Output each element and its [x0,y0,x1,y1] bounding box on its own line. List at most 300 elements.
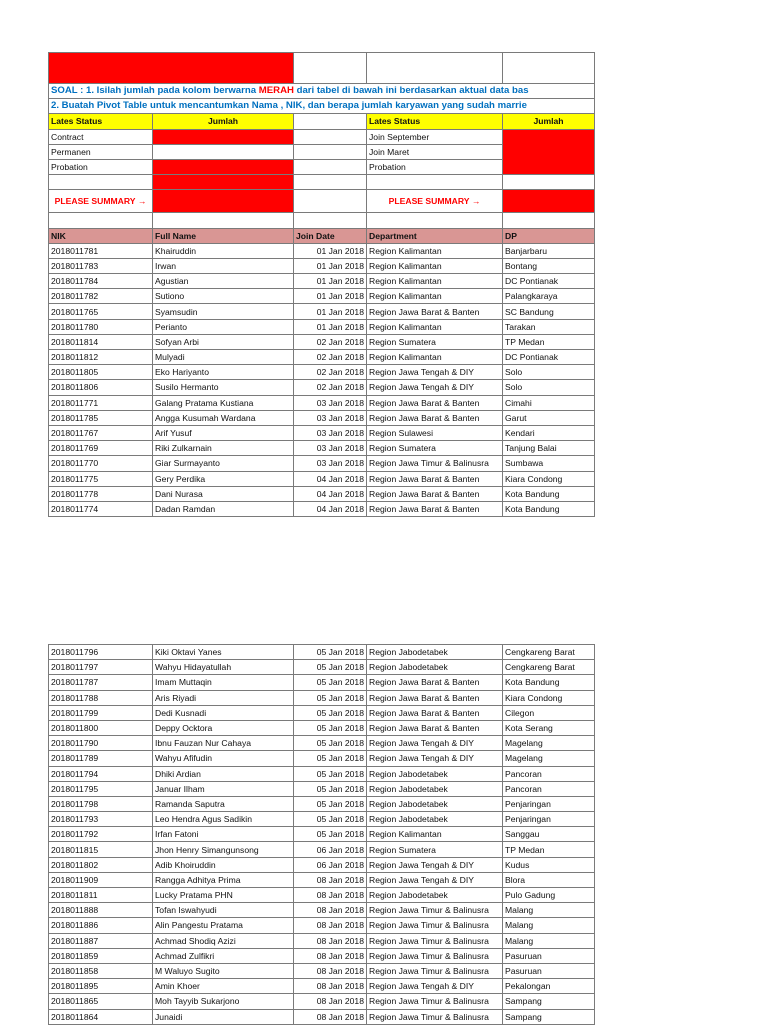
nik-cell[interactable]: 2018011785 [49,410,153,425]
full-name-cell[interactable]: Mulyadi [153,350,294,365]
full-name-cell[interactable]: Sofyan Arbi [153,334,294,349]
join-date-cell[interactable]: 05 Jan 2018 [294,812,367,827]
empty-cell[interactable] [49,175,153,190]
empty-cell[interactable] [503,213,595,228]
full-name-cell[interactable]: Wahyu Hidayatullah [153,660,294,675]
full-name-cell[interactable]: Sutiono [153,289,294,304]
department-cell[interactable]: Region Jabodetabek [367,888,503,903]
dp-cell[interactable]: Bontang [503,258,595,273]
join-date-cell[interactable]: 05 Jan 2018 [294,675,367,690]
department-cell[interactable]: Region Jawa Barat & Banten [367,705,503,720]
department-cell[interactable]: Region Jawa Barat & Banten [367,471,503,486]
join-date-cell[interactable]: 02 Jan 2018 [294,365,367,380]
dp-cell[interactable]: Tarakan [503,319,595,334]
nik-cell[interactable]: 2018011799 [49,705,153,720]
join-date-cell[interactable]: 08 Jan 2018 [294,1009,367,1024]
full-name-cell[interactable]: Eko Hariyanto [153,365,294,380]
join-date-cell[interactable]: 03 Jan 2018 [294,456,367,471]
nik-cell[interactable]: 2018011802 [49,857,153,872]
table-row[interactable] [49,243,595,258]
dp-cell[interactable]: Sumbawa [503,456,595,471]
right-status-header: Lates Status [367,114,503,129]
department-cell[interactable]: Region Jabodetabek [367,645,503,660]
nik-cell[interactable]: 2018011800 [49,720,153,735]
join-date-cell[interactable]: 05 Jan 2018 [294,766,367,781]
full-name-cell[interactable]: Achmad Zulfikri [153,948,294,963]
full-name-cell[interactable]: Achmad Shodiq Azizi [153,933,294,948]
table-row[interactable] [49,395,595,410]
dp-cell[interactable]: Malang [503,933,595,948]
nik-cell[interactable]: 2018011781 [49,243,153,258]
nik-cell[interactable]: 2018011788 [49,690,153,705]
join-date-cell[interactable]: 03 Jan 2018 [294,410,367,425]
table-row[interactable] [49,720,595,735]
empty-cell[interactable] [503,53,595,84]
department-cell[interactable]: Region Jawa Timur & Balinusra [367,948,503,963]
empty-cell[interactable] [367,175,503,190]
full-name-cell[interactable]: Wahyu Afifudin [153,751,294,766]
column-header-join-date[interactable]: Join Date [294,228,367,243]
empty-cell[interactable] [294,213,367,228]
full-name-cell[interactable]: Dedi Kusnadi [153,705,294,720]
dp-cell[interactable]: Tanjung Balai [503,441,595,456]
dp-cell[interactable]: Cengkareng Barat [503,645,595,660]
right-status-label: Join Maret [367,144,503,159]
full-name-cell[interactable]: Januar Ilham [153,781,294,796]
table-row[interactable] [49,948,595,963]
table-row[interactable] [49,736,595,751]
table-row[interactable] [49,350,595,365]
table-row[interactable] [49,903,595,918]
full-name-cell[interactable]: Dhiki Ardian [153,766,294,781]
table-row[interactable] [49,456,595,471]
left-jumlah-header: Jumlah [153,114,294,129]
department-cell[interactable]: Region Jawa Tengah & DIY [367,872,503,887]
department-cell[interactable]: Region Sulawesi [367,425,503,440]
nik-cell[interactable]: 2018011770 [49,456,153,471]
table-row[interactable] [49,645,595,660]
join-date-cell[interactable]: 01 Jan 2018 [294,289,367,304]
nik-cell[interactable]: 2018011784 [49,274,153,289]
table-row[interactable] [49,690,595,705]
nik-cell[interactable]: 2018011811 [49,888,153,903]
table-row[interactable] [49,857,595,872]
join-date-cell[interactable]: 03 Jan 2018 [294,395,367,410]
nik-cell[interactable]: 2018011909 [49,872,153,887]
full-name-cell[interactable]: Kiki Oktavi Yanes [153,645,294,660]
nik-cell[interactable]: 2018011783 [49,258,153,273]
nik-cell[interactable]: 2018011771 [49,395,153,410]
dp-cell[interactable]: Solo [503,365,595,380]
department-cell[interactable]: Region Sumatera [367,842,503,857]
join-date-cell[interactable]: 05 Jan 2018 [294,705,367,720]
table-row[interactable] [49,380,595,395]
empty-cell[interactable] [294,175,367,190]
department-cell[interactable]: Region Jawa Barat & Banten [367,720,503,735]
dp-cell[interactable]: Kiara Condong [503,471,595,486]
dp-cell[interactable]: Kota Bandung [503,501,595,516]
nik-cell[interactable]: 2018011792 [49,827,153,842]
join-date-cell[interactable]: 03 Jan 2018 [294,441,367,456]
join-date-cell[interactable]: 01 Jan 2018 [294,258,367,273]
department-cell[interactable]: Region Jabodetabek [367,766,503,781]
full-name-cell[interactable]: Susilo Hermanto [153,380,294,395]
full-name-cell[interactable]: Dadan Ramdan [153,501,294,516]
department-cell[interactable]: Region Jawa Barat & Banten [367,395,503,410]
department-cell[interactable]: Region Jawa Timur & Balinusra [367,918,503,933]
department-cell[interactable]: Region Kalimantan [367,827,503,842]
nik-cell[interactable]: 2018011775 [49,471,153,486]
join-date-cell[interactable]: 04 Jan 2018 [294,501,367,516]
empty-cell[interactable] [294,144,367,159]
right-summary-total[interactable] [503,190,595,213]
department-cell[interactable]: Region Jawa Timur & Balinusra [367,933,503,948]
empty-cell[interactable] [367,213,503,228]
left-status-label: Contract [49,129,153,144]
left-jumlah-input-extra[interactable] [153,175,294,190]
dp-cell[interactable]: Pekalongan [503,979,595,994]
department-cell[interactable]: Region Sumatera [367,441,503,456]
left-jumlah-input-permanen[interactable] [153,144,294,159]
nik-cell[interactable]: 2018011805 [49,365,153,380]
nik-cell[interactable]: 2018011895 [49,979,153,994]
department-cell[interactable]: Region Jawa Timur & Balinusra [367,456,503,471]
nik-cell[interactable]: 2018011888 [49,903,153,918]
full-name-cell[interactable]: Lucky Pratama PHN [153,888,294,903]
dp-cell[interactable]: Malang [503,903,595,918]
column-header-full-name[interactable]: Full Name [153,228,294,243]
department-cell[interactable]: Region Kalimantan [367,319,503,334]
join-date-cell[interactable]: 08 Jan 2018 [294,979,367,994]
right-jumlah-input[interactable] [503,129,595,175]
full-name-cell[interactable]: Adib Khoiruddin [153,857,294,872]
dp-cell[interactable]: Sampang [503,1009,595,1024]
full-name-cell[interactable]: Moh Tayyib Sukarjono [153,994,294,1009]
dp-cell[interactable]: Sampang [503,994,595,1009]
full-name-cell[interactable]: Aris Riyadi [153,690,294,705]
department-cell[interactable]: Region Jabodetabek [367,796,503,811]
join-date-cell[interactable]: 06 Jan 2018 [294,857,367,872]
table-row[interactable] [49,501,595,516]
table-row[interactable] [49,425,595,440]
table-row[interactable] [49,365,595,380]
table-row[interactable] [49,933,595,948]
nik-cell[interactable]: 2018011797 [49,660,153,675]
full-name-cell[interactable]: Irfan Fatoni [153,827,294,842]
full-name-cell[interactable]: Arif Yusuf [153,425,294,440]
table-row[interactable] [49,1009,595,1024]
dp-cell[interactable]: Malang [503,918,595,933]
join-date-cell[interactable]: 08 Jan 2018 [294,963,367,978]
left-jumlah-input-contract[interactable] [153,129,294,144]
nik-cell[interactable]: 2018011806 [49,380,153,395]
left-jumlah-input-probation[interactable] [153,159,294,174]
nik-cell[interactable]: 2018011796 [49,645,153,660]
dp-cell[interactable]: Banjarbaru [503,243,595,258]
left-status-label: Probation [49,159,153,174]
join-date-cell[interactable]: 05 Jan 2018 [294,796,367,811]
full-name-cell[interactable]: Agustian [153,274,294,289]
join-date-cell[interactable]: 02 Jan 2018 [294,334,367,349]
full-name-cell[interactable]: Jhon Henry Simangunsong [153,842,294,857]
join-date-cell[interactable]: 05 Jan 2018 [294,720,367,735]
dp-cell[interactable]: Kota Serang [503,720,595,735]
nik-cell[interactable]: 2018011774 [49,501,153,516]
join-date-cell[interactable]: 05 Jan 2018 [294,645,367,660]
nik-cell[interactable]: 2018011814 [49,334,153,349]
dp-cell[interactable]: Kudus [503,857,595,872]
full-name-cell[interactable]: Gery Perdika [153,471,294,486]
employee-table-2-body [49,645,595,1025]
dp-cell[interactable]: Magelang [503,736,595,751]
department-cell[interactable]: Region Jabodetabek [367,660,503,675]
empty-cell[interactable] [294,53,367,84]
join-date-cell[interactable]: 08 Jan 2018 [294,933,367,948]
table-row[interactable] [49,979,595,994]
column-header-dp[interactable]: DP [503,228,595,243]
empty-cell[interactable] [153,213,294,228]
department-cell[interactable]: Region Kalimantan [367,274,503,289]
nik-cell[interactable]: 2018011793 [49,812,153,827]
full-name-cell[interactable]: Perianto [153,319,294,334]
dp-cell[interactable]: Pulo Gadung [503,888,595,903]
join-date-cell[interactable]: 01 Jan 2018 [294,304,367,319]
full-name-cell[interactable]: Angga Kusumah Wardana [153,410,294,425]
table-row[interactable] [49,334,595,349]
table-row[interactable] [49,410,595,425]
table-row[interactable] [49,289,595,304]
table-row[interactable] [49,766,595,781]
dp-cell[interactable]: TP Medan [503,842,595,857]
dp-cell[interactable]: Kiara Condong [503,690,595,705]
table-row[interactable] [49,675,595,690]
table-row[interactable] [49,486,595,501]
dp-cell[interactable]: Cengkareng Barat [503,660,595,675]
empty-cell[interactable] [367,53,503,84]
table-row[interactable] [49,471,595,486]
table-row[interactable] [49,441,595,456]
join-date-cell[interactable]: 01 Jan 2018 [294,274,367,289]
nik-cell[interactable]: 2018011858 [49,963,153,978]
join-date-cell[interactable]: 01 Jan 2018 [294,243,367,258]
dp-cell[interactable]: Cimahi [503,395,595,410]
table-row[interactable] [49,963,595,978]
department-cell[interactable]: Region Jawa Barat & Banten [367,486,503,501]
nik-cell[interactable]: 2018011812 [49,350,153,365]
department-cell[interactable]: Region Jawa Barat & Banten [367,410,503,425]
nik-cell[interactable]: 2018011865 [49,994,153,1009]
right-jumlah-header: Jumlah [503,114,595,129]
full-name-cell[interactable]: Tofan Iswahyudi [153,903,294,918]
nik-cell[interactable]: 2018011787 [49,675,153,690]
nik-cell[interactable]: 2018011790 [49,736,153,751]
join-date-cell[interactable]: 05 Jan 2018 [294,827,367,842]
department-cell[interactable]: Region Jawa Tengah & DIY [367,979,503,994]
full-name-cell[interactable]: Ramanda Saputra [153,796,294,811]
department-cell[interactable]: Region Kalimantan [367,258,503,273]
dp-cell[interactable]: Kota Bandung [503,486,595,501]
nik-cell[interactable]: 2018011778 [49,486,153,501]
full-name-cell[interactable]: Imam Muttaqin [153,675,294,690]
empty-cell[interactable] [294,114,367,129]
join-date-cell[interactable]: 04 Jan 2018 [294,471,367,486]
department-cell[interactable]: Region Jabodetabek [367,812,503,827]
full-name-cell[interactable]: Riki Zulkarnain [153,441,294,456]
dp-cell[interactable]: SC Bandung [503,304,595,319]
dp-cell[interactable]: DC Pontianak [503,274,595,289]
full-name-cell[interactable]: Alin Pangestu Pratama [153,918,294,933]
nik-cell[interactable]: 2018011887 [49,933,153,948]
column-header-nik[interactable]: NIK [49,228,153,243]
dp-cell[interactable]: Blora [503,872,595,887]
full-name-cell[interactable]: Junaidi [153,1009,294,1024]
nik-cell[interactable]: 2018011886 [49,918,153,933]
dp-cell[interactable]: Penjaringan [503,812,595,827]
employee-table-1-body [49,243,595,516]
table-row[interactable] [49,781,595,796]
join-date-cell[interactable]: 08 Jan 2018 [294,903,367,918]
dp-cell[interactable]: TP Medan [503,334,595,349]
join-date-cell[interactable]: 08 Jan 2018 [294,994,367,1009]
department-cell[interactable]: Region Jawa Barat & Banten [367,675,503,690]
dp-cell[interactable]: Pasuruan [503,948,595,963]
table-row[interactable] [49,872,595,887]
join-date-cell[interactable]: 08 Jan 2018 [294,918,367,933]
department-cell[interactable]: Region Kalimantan [367,243,503,258]
full-name-cell[interactable]: Galang Pratama Kustiana [153,395,294,410]
department-cell[interactable]: Region Jawa Timur & Balinusra [367,994,503,1009]
nik-cell[interactable]: 2018011765 [49,304,153,319]
table-row[interactable] [49,918,595,933]
left-summary-total[interactable] [153,190,294,213]
full-name-cell[interactable]: Syamsudin [153,304,294,319]
department-cell[interactable]: Region Jawa Tengah & DIY [367,365,503,380]
table-row[interactable] [49,796,595,811]
dp-cell[interactable]: Penjaringan [503,796,595,811]
join-date-cell[interactable]: 01 Jan 2018 [294,319,367,334]
nik-cell[interactable]: 2018011795 [49,781,153,796]
nik-cell[interactable]: 2018011780 [49,319,153,334]
dp-cell[interactable]: Cilegon [503,705,595,720]
dp-cell[interactable]: Pancoran [503,766,595,781]
table-row[interactable] [49,888,595,903]
dp-cell[interactable]: DC Pontianak [503,350,595,365]
nik-cell[interactable]: 2018011864 [49,1009,153,1024]
join-date-cell[interactable]: 05 Jan 2018 [294,690,367,705]
join-date-cell[interactable]: 03 Jan 2018 [294,425,367,440]
nik-cell[interactable]: 2018011794 [49,766,153,781]
department-cell[interactable]: Region Jawa Timur & Balinusra [367,1009,503,1024]
department-cell[interactable]: Region Jawa Barat & Banten [367,304,503,319]
department-cell[interactable]: Region Kalimantan [367,289,503,304]
full-name-cell[interactable]: Rangga Adhitya Prima [153,872,294,887]
department-cell[interactable]: Region Jawa Tengah & DIY [367,736,503,751]
department-cell[interactable]: Region Jawa Timur & Balinusra [367,963,503,978]
table-row[interactable] [49,994,595,1009]
join-date-cell[interactable]: 05 Jan 2018 [294,751,367,766]
nik-cell[interactable]: 2018011789 [49,751,153,766]
table-row[interactable] [49,827,595,842]
table-row[interactable] [49,274,595,289]
soal-line-1: SOAL : 1. Isilah jumlah pada kolom berwarna MERAH dari tabel di bawah ini berdasarkan aktual data bas [49,84,595,99]
dp-cell[interactable]: Sanggau [503,827,595,842]
table-row[interactable] [49,258,595,273]
full-name-cell[interactable]: Deppy Ocktora [153,720,294,735]
table-row[interactable] [49,304,595,319]
dp-cell[interactable]: Pasuruan [503,963,595,978]
join-date-cell[interactable]: 05 Jan 2018 [294,781,367,796]
nik-cell[interactable]: 2018011767 [49,425,153,440]
nik-cell[interactable]: 2018011815 [49,842,153,857]
right-please-summary: PLEASE SUMMARY → [367,190,503,213]
empty-cell[interactable] [294,129,367,144]
full-name-cell[interactable]: Dani Nurasa [153,486,294,501]
full-name-cell[interactable]: M Waluyo Sugito [153,963,294,978]
dp-cell[interactable]: Kendari [503,425,595,440]
join-date-cell[interactable]: 02 Jan 2018 [294,380,367,395]
column-header-department[interactable]: Department [367,228,503,243]
join-date-cell[interactable]: 08 Jan 2018 [294,948,367,963]
dp-cell[interactable]: Kota Bandung [503,675,595,690]
table-row[interactable] [49,660,595,675]
empty-cell[interactable] [49,213,153,228]
join-date-cell[interactable]: 06 Jan 2018 [294,842,367,857]
table-row[interactable] [49,319,595,334]
department-cell[interactable]: Region Jawa Tengah & DIY [367,857,503,872]
empty-cell[interactable] [503,175,595,190]
nik-cell[interactable]: 2018011769 [49,441,153,456]
full-name-cell[interactable]: Amin Khoer [153,979,294,994]
join-date-cell[interactable]: 05 Jan 2018 [294,736,367,751]
full-name-cell[interactable]: Khairuddin [153,243,294,258]
table-row[interactable] [49,842,595,857]
join-date-cell[interactable]: 08 Jan 2018 [294,888,367,903]
department-cell[interactable]: Region Jawa Barat & Banten [367,690,503,705]
full-name-cell[interactable]: Ibnu Fauzan Nur Cahaya [153,736,294,751]
dp-cell[interactable]: Magelang [503,751,595,766]
full-name-cell[interactable]: Giar Surmayanto [153,456,294,471]
department-cell[interactable]: Region Kalimantan [367,350,503,365]
left-status-label: Permanen [49,144,153,159]
department-cell[interactable]: Region Sumatera [367,334,503,349]
red-title-cell[interactable] [49,53,294,84]
table-row[interactable] [49,705,595,720]
full-name-cell[interactable]: Irwan [153,258,294,273]
full-name-cell[interactable]: Leo Hendra Agus Sadikin [153,812,294,827]
dp-cell[interactable]: Pancoran [503,781,595,796]
empty-cell[interactable] [294,159,367,174]
nik-cell[interactable]: 2018011859 [49,948,153,963]
department-cell[interactable]: Region Jawa Tengah & DIY [367,751,503,766]
dp-cell[interactable]: Palangkaraya [503,289,595,304]
department-cell[interactable]: Region Jabodetabek [367,781,503,796]
nik-cell[interactable]: 2018011782 [49,289,153,304]
employee-table-2-section [48,644,595,1025]
join-date-cell[interactable]: 02 Jan 2018 [294,350,367,365]
join-date-cell[interactable]: 04 Jan 2018 [294,486,367,501]
join-date-cell[interactable]: 08 Jan 2018 [294,872,367,887]
table-row[interactable] [49,751,595,766]
join-date-cell[interactable]: 05 Jan 2018 [294,660,367,675]
empty-cell[interactable] [294,190,367,213]
department-cell[interactable]: Region Jawa Tengah & DIY [367,380,503,395]
dp-cell[interactable]: Solo [503,380,595,395]
department-cell[interactable]: Region Jawa Barat & Banten [367,501,503,516]
nik-cell[interactable]: 2018011798 [49,796,153,811]
department-cell[interactable]: Region Jawa Timur & Balinusra [367,903,503,918]
dp-cell[interactable]: Garut [503,410,595,425]
table-row[interactable] [49,812,595,827]
